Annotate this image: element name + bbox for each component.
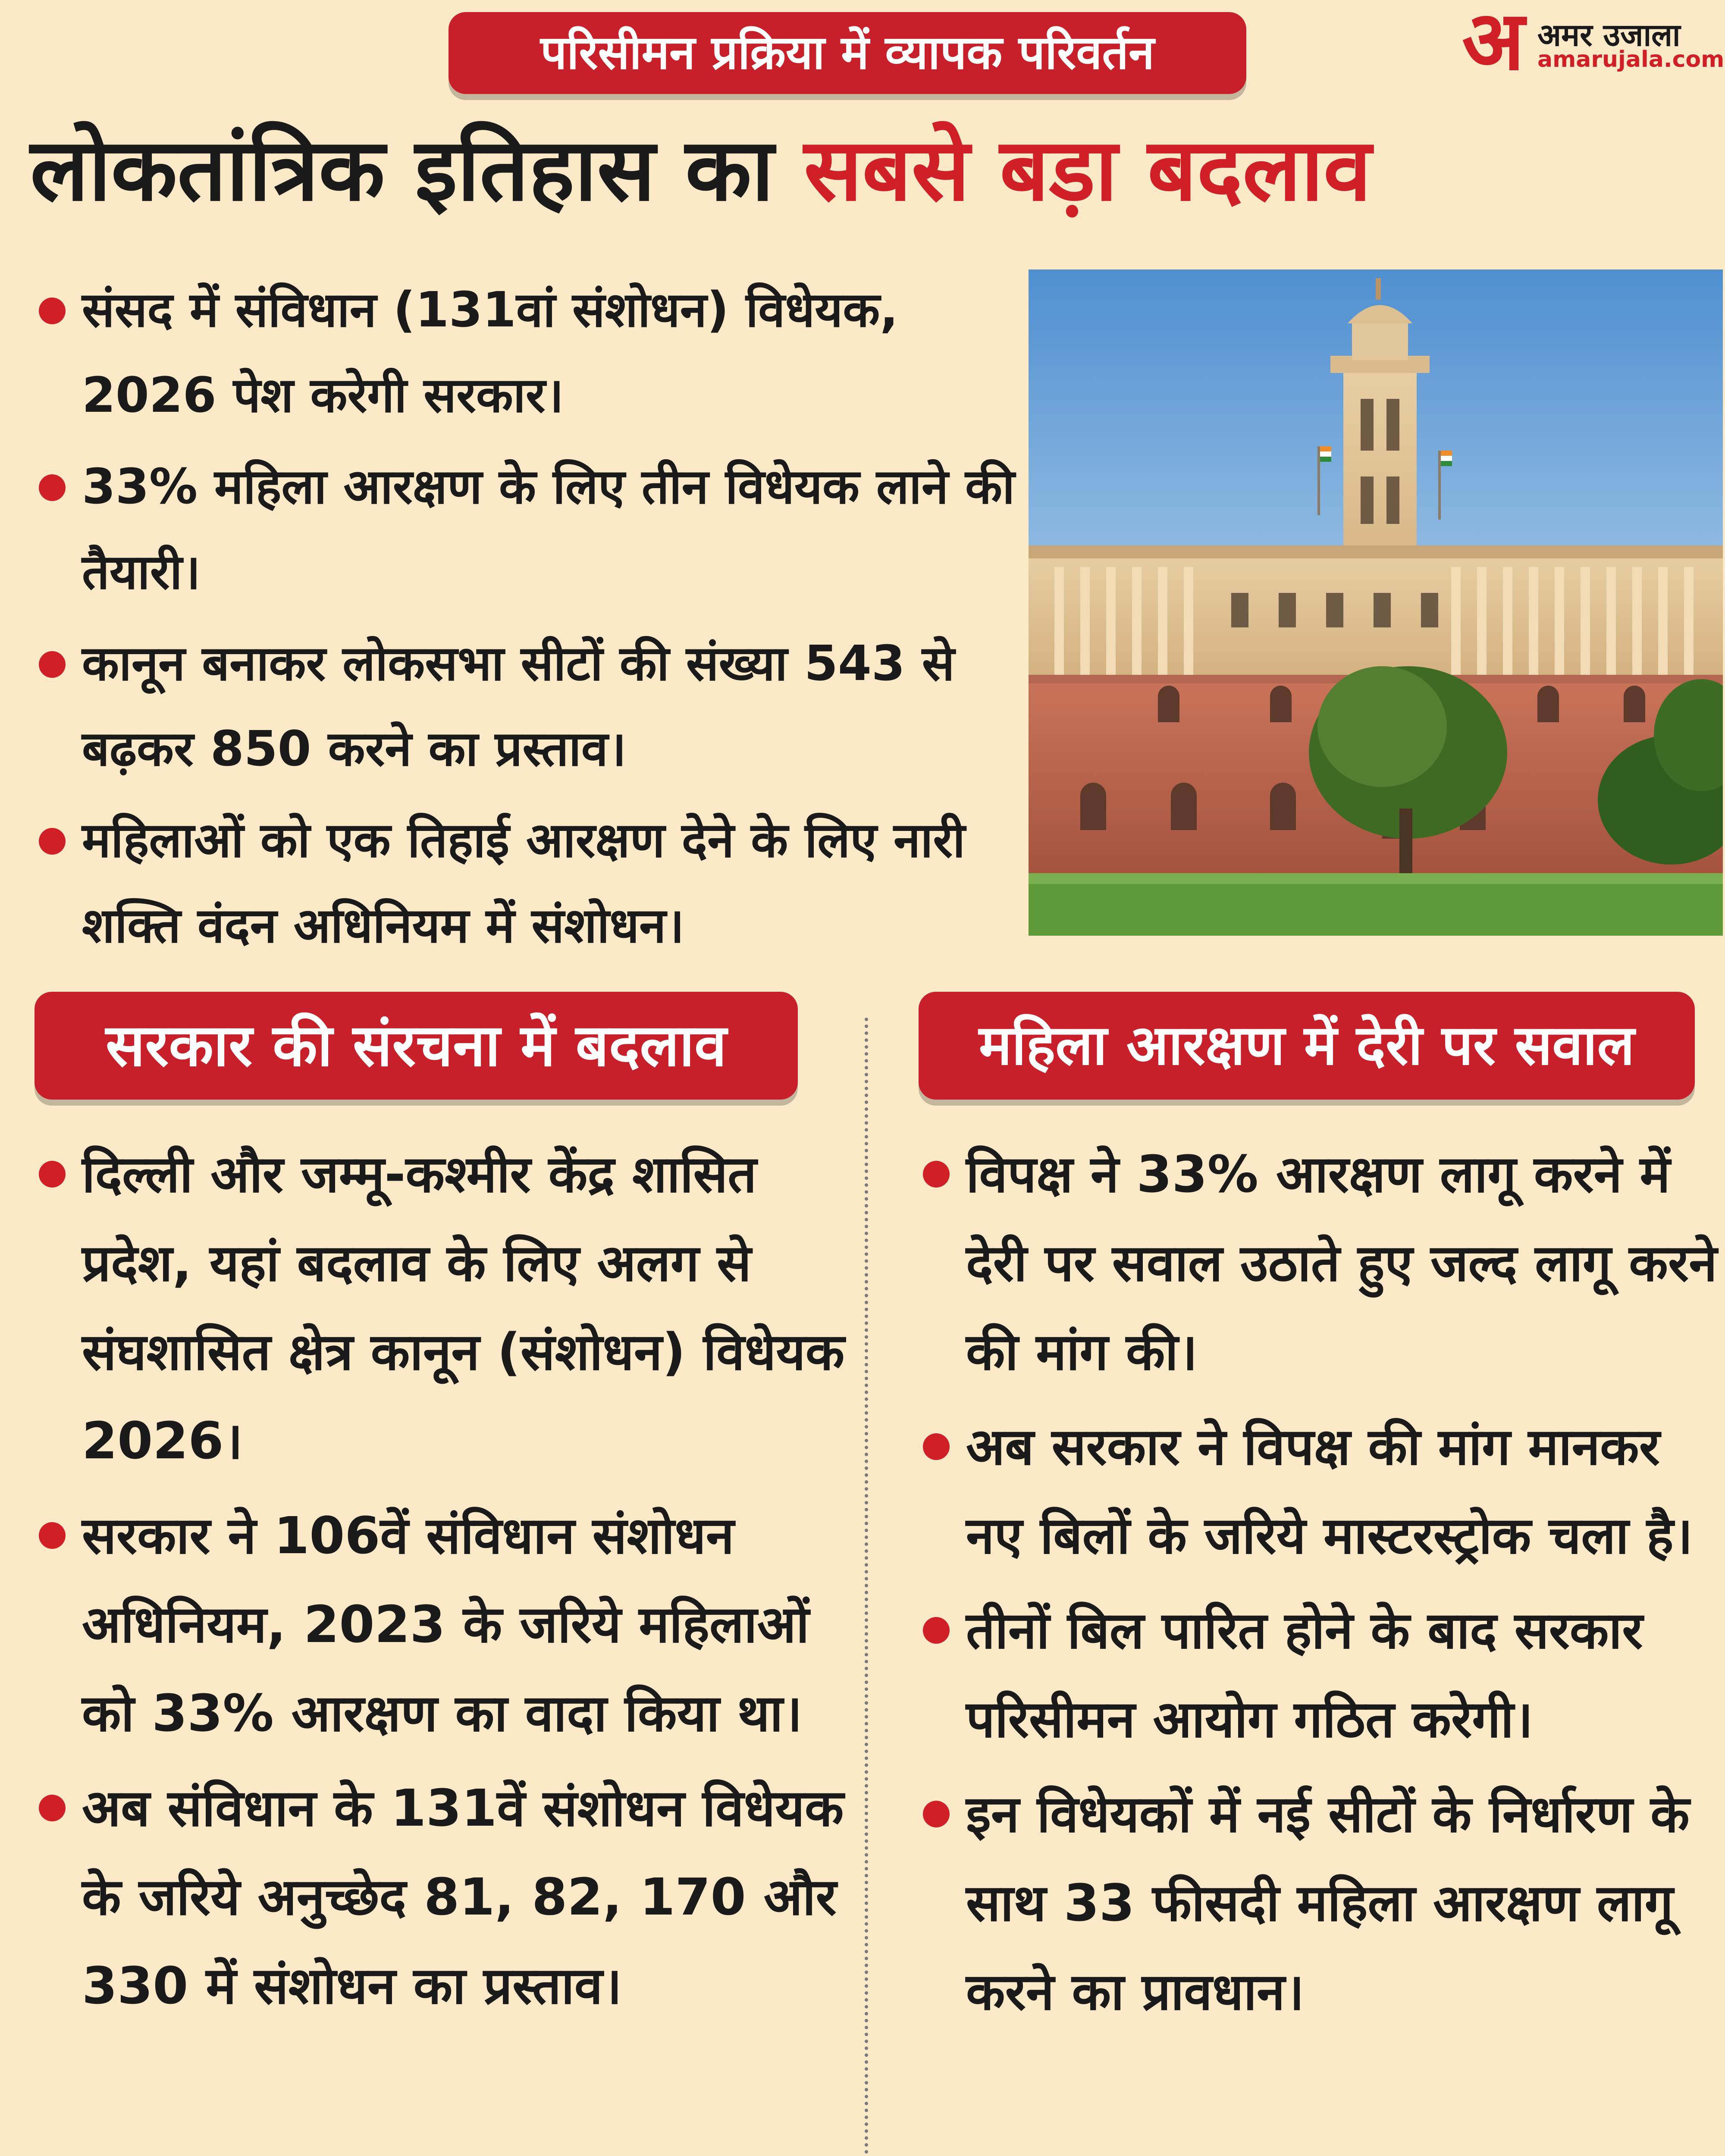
right-bullet-text: तीनों बिल पारित होने के बाद सरकार परिसीमन आयोग गठित करेगी।	[966, 1601, 1643, 1749]
top-bullet-text: संसद में संविधान (131वां संशोधन) विधेयक, 2026 पेश करेगी सरकार।	[82, 282, 898, 423]
bullet-dot-icon	[39, 828, 66, 855]
top-bullet-item	[26, 798, 1026, 968]
top-bullet-text: 33% महिला आरक्षण के लिए तीन विधेयक लाने की तैयारी।	[82, 459, 1015, 600]
left-bullet-list	[26, 1130, 858, 2036]
top-bullet-list	[26, 267, 1026, 975]
bullet-dot-icon	[39, 298, 66, 324]
left-section-title: सरकार की संरचना में बदलाव	[34, 992, 798, 1100]
left-bullet-item	[26, 1764, 858, 2030]
bullet-dot-icon	[923, 1161, 950, 1188]
top-bullet-text: महिलाओं को एक तिहाई आरक्षण देने के लिए नारी शक्ति वंदन अधिनियम में संशोधन।	[82, 812, 966, 954]
bullet-dot-icon	[39, 1522, 66, 1549]
bullet-dot-icon	[39, 651, 66, 678]
bullet-dot-icon	[39, 474, 66, 501]
right-bullet-item	[910, 1402, 1721, 1580]
right-bullet-list	[910, 1130, 1721, 2042]
right-bullet-item	[910, 1130, 1721, 1396]
right-bullet-text: विपक्ष ने 33% आरक्षण लागू करने में देरी पर सवाल उठाते हुए जल्द लागू करने की मांग की।	[966, 1144, 1717, 1382]
bullet-dot-icon	[39, 1161, 66, 1188]
left-bullet-text: सरकार ने 106वें संविधान संशोधन अधिनियम, 2023 के जरिये महिलाओं को 33% आरक्षण का वादा किया था।	[82, 1506, 809, 1743]
bullet-dot-icon	[923, 1617, 950, 1644]
top-bullet-item	[26, 444, 1026, 615]
right-bullet-item	[910, 1770, 1721, 2036]
column-divider	[865, 1018, 868, 2156]
bullet-dot-icon	[923, 1433, 950, 1460]
top-bullet-item	[26, 621, 1026, 792]
headline	[30, 110, 1712, 231]
left-bullet-item	[26, 1130, 858, 1485]
logo-brand: अमर उजाला	[1537, 17, 1681, 53]
logo-site: amarujala.com	[1537, 47, 1725, 72]
headline-part-2: सबसे बड़ा बदलाव	[804, 120, 1371, 220]
amar-ujala-logo	[1462, 0, 1725, 88]
section-tag: परिसीमन प्रक्रिया में व्यापक परिवर्तन	[448, 12, 1246, 94]
right-bullet-item	[910, 1586, 1721, 1764]
left-bullet-item	[26, 1491, 858, 1758]
bullet-dot-icon	[39, 1795, 66, 1821]
headline-part-1: लोकतांत्रिक इतिहास का	[30, 120, 804, 220]
left-bullet-text: दिल्ली और जम्मू-कश्मीर केंद्र शासित प्रदेश, यहां बदलाव के लिए अलग से संघशासित क्षेत्र कानून (संशोधन) विधेयक 2026।	[82, 1144, 845, 1470]
left-bullet-text: अब संविधान के 131वें संशोधन विधेयक के जरिये अनुच्छेद 81, 82, 170 और 330 में संशोधन का प्रस्ताव।	[82, 1778, 844, 2015]
top-bullet-text: कानून बनाकर लोकसभा सीटों की संख्या 543 से बढ़कर 850 करने का प्रस्ताव।	[82, 636, 955, 777]
parliament-building-photo	[1029, 270, 1723, 936]
right-bullet-text: अब सरकार ने विपक्ष की मांग मानकर नए बिलों के जरिये मास्टरस्ट्रोक चला है।	[966, 1417, 1693, 1565]
logo-mark: अ	[1462, 0, 1525, 88]
top-bullet-item	[26, 267, 1026, 438]
right-section-title: महिला आरक्षण में देरी पर सवाल	[919, 992, 1695, 1100]
bullet-dot-icon	[923, 1801, 950, 1827]
right-bullet-text: इन विधेयकों में नई सीटों के निर्धारण के साथ 33 फीसदी महिला आरक्षण लागू करने का प्रावधान।	[966, 1784, 1690, 2021]
